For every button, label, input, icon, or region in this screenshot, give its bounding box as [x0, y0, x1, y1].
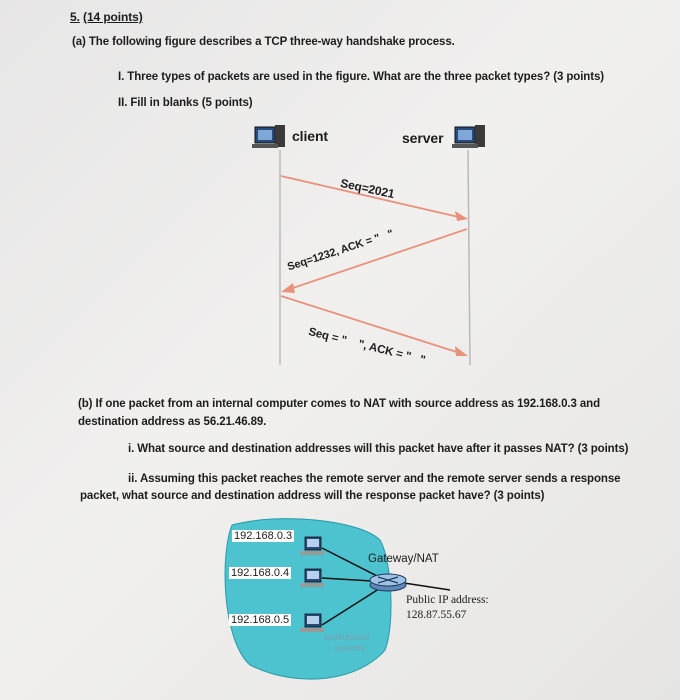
- synack-arrowhead: [281, 283, 295, 293]
- question-number: 5.: [70, 10, 80, 24]
- syn-arrowhead: [455, 211, 468, 221]
- gateway-router-icon: [370, 574, 406, 591]
- host-1-ip: 192.168.0.3: [234, 530, 293, 542]
- gateway-label: Gateway/NAT: [368, 553, 439, 565]
- server-label: server: [402, 130, 444, 146]
- msg3-part-c: ": [418, 353, 427, 367]
- part-a-intro: (a) The following figure describes a TCP three-way handshake process.: [72, 36, 455, 48]
- part-b-question-2: ii. Assuming this packet reaches the remote server and the remote server sends a response packet, what source and destination address will the response packet have? (3 points): [80, 473, 621, 502]
- host-2-ip: 192.168.0.4: [231, 567, 290, 579]
- msg1-label: Seq=2021: [339, 176, 396, 202]
- msg3-part-a: Seq = ": [307, 326, 348, 348]
- link-public: [404, 583, 450, 590]
- question-points: (14 points): [83, 10, 143, 24]
- network-label-line2: network: [334, 643, 366, 653]
- client-computer-icon: [252, 125, 285, 148]
- part-b-intro: (b) If one packet from an internal computer comes to NAT with source address as 192.168.0.3 and destination address as 56.21.46.89.: [78, 398, 600, 428]
- host-3-ip: 192.168.0.5: [231, 614, 290, 626]
- public-ip-label: Public IP address:: [406, 594, 489, 606]
- network-label-line1: institutional: [324, 632, 370, 642]
- msg2-part-b: ": [386, 227, 395, 241]
- msg3-part-b: ", ACK = ": [356, 338, 413, 364]
- ack-arrowhead: [455, 346, 468, 356]
- public-ip-value: 128.87.55.67: [406, 609, 467, 621]
- server-timeline: [468, 150, 470, 365]
- msg2-part-a: Seq=1232, ACK = ": [286, 232, 382, 274]
- part-b-question-1: i. What source and destination addresses will this packet have after it passes NAT? (3 points): [128, 443, 629, 455]
- server-computer-icon: [452, 125, 485, 148]
- part-a-question-2: II. Fill in blanks (5 points): [118, 97, 253, 109]
- client-label: client: [292, 128, 328, 144]
- part-a-question-1: I. Three types of packets are used in the figure. What are the three packet types? (3 points): [118, 71, 604, 83]
